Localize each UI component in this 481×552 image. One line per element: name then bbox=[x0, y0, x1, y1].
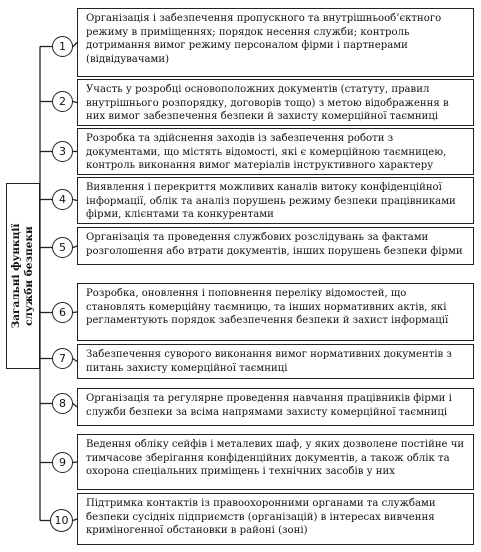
function-box-3: Розробка та здійснення заходів із забезпечення роботи з документами, що містять відомості, які є комерційною таємницею, контроль виконання вимог матеріалів інструктивного характеру bbox=[77, 128, 474, 175]
title-box bbox=[6, 183, 40, 369]
item-number-3: 3 bbox=[52, 141, 73, 162]
function-box-9: Ведення обліку сейфів і металевих шаф, у яких дозволене постійне чи тимчасове зберігання конфіденційних документів, а також облік та охорона спеціальних приміщень і технічних засобів у них bbox=[77, 434, 474, 490]
item-number-1: 1 bbox=[52, 36, 73, 57]
item-number-4: 4 bbox=[52, 189, 73, 210]
item-number-2: 2 bbox=[52, 91, 73, 112]
function-box-7: Забезпечення суворого виконання вимог нормативних документів з питань захисту комерційної таємниці bbox=[77, 344, 474, 379]
item-number-9: 9 bbox=[52, 452, 73, 473]
item-number-10: 10 bbox=[50, 509, 73, 532]
diagram-title: Загальні функції служби безпеки bbox=[10, 223, 35, 329]
function-box-5: Організація та проведення службових розслідувань за фактами розголошення або втрати документів, інших порушень безпеки фірми bbox=[77, 227, 474, 265]
item-number-5: 5 bbox=[52, 237, 73, 258]
item-number-6: 6 bbox=[52, 302, 73, 323]
function-box-2: Участь у розробці основоположних документів (статуту, правил внутрішнього розпорядку, договорів тощо) з метою відображення в них вимог забезпечення безпеки й захисту комерційної таємниці bbox=[77, 79, 474, 126]
function-box-10: Підтримка контактів із правоохоронними органами та службами безпеки сусідніх підприємств (організацій) в інтересах вивчення криміногенної обстановки в районі (зоні) bbox=[77, 493, 474, 545]
item-number-7: 7 bbox=[52, 348, 73, 369]
function-box-1: Організація і забезпечення пропускного та внутрішньооб’єктного режиму в приміщеннях; порядок несення служби; контроль дотримання вимог режиму персоналом фірми і партнерами (відвідувачами) bbox=[77, 8, 474, 77]
function-box-8: Організація та регулярне проведення навчання працівників фірми і служби безпеки за всіма напрямами захисту комерційної таємниці bbox=[77, 388, 474, 426]
item-number-8: 8 bbox=[52, 393, 73, 414]
function-box-6: Розробка, оновлення і поповнення переліку відомостей, що становлять комерційну таємницю, та інших нормативних актів, які регламентують порядок забезпечення безпеки й захист інформації bbox=[77, 283, 474, 341]
function-box-4: Виявлення і перекриття можливих каналів витоку конфіденційної інформації, облік та аналіз порушень режиму безпеки працівниками фірми, клієнтами та конкурентами bbox=[77, 177, 474, 224]
